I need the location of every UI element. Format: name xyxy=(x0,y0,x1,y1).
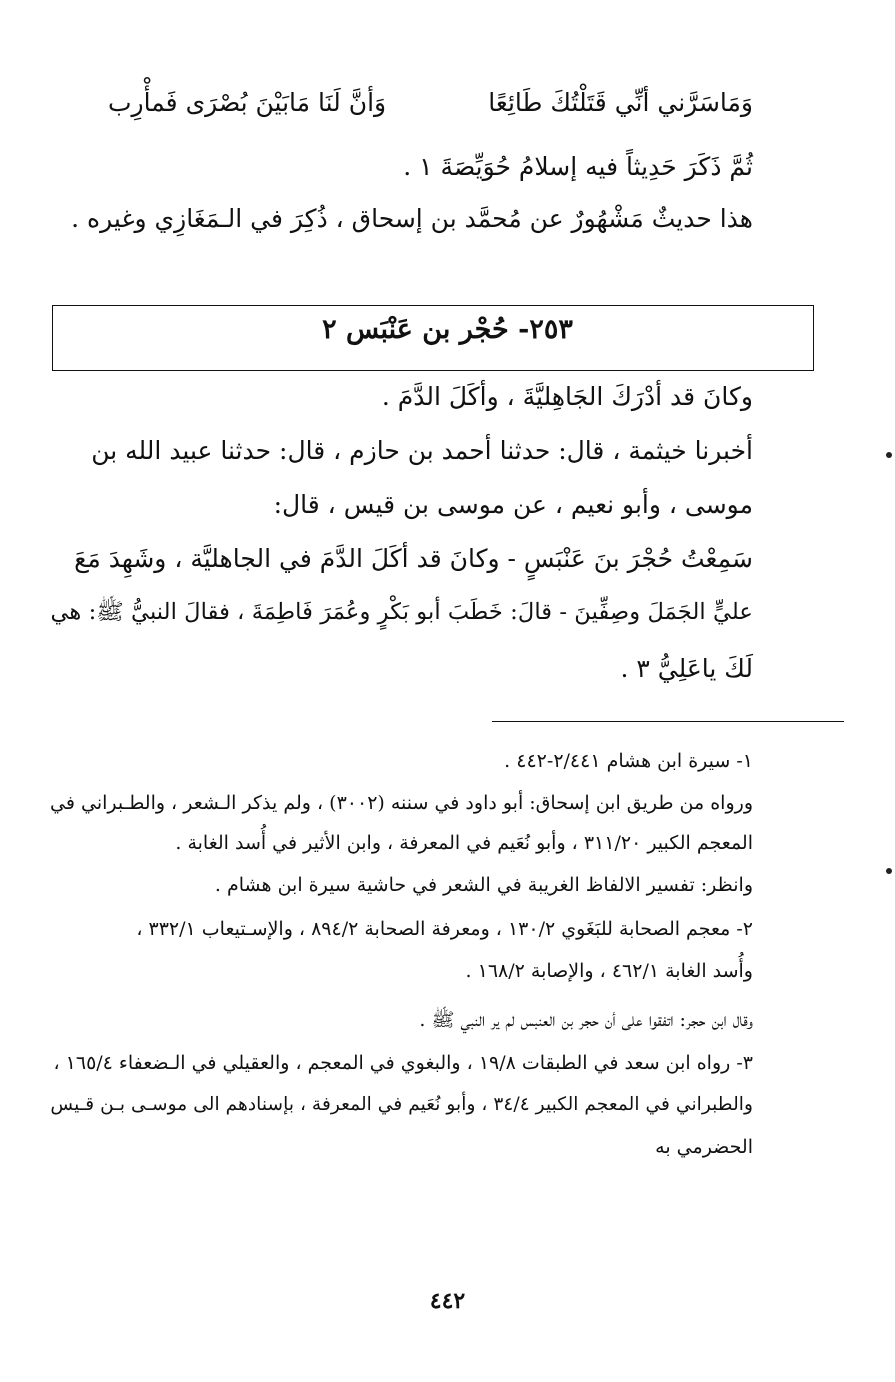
body-line: ثُمَّ ذَكَرَ حَدِيثاً فيه إسلامُ حُوَيِّصَةَ ١ . xyxy=(403,152,753,181)
footnote-line: وأُسد الغابة ٤٦٢/١ ، والإصابة ١٦٨/٢ . xyxy=(465,960,753,982)
body-line: سَمِعْتُ حُجْرَ بنَ عَنْبَسٍ - وكانَ قد أكَلَ الدَّمَ في الجاهليَّة ، وشَهِدَ مَعَ xyxy=(74,544,753,573)
verse-left-hemistich: وَأنَّ لَنَا مَابَيْنَ بُصْرَى فَمأْرِب xyxy=(108,88,387,117)
body-line: لَكَ ياعَلِيُّ ٣ . xyxy=(620,654,753,683)
scan-speck xyxy=(886,452,892,458)
footnote-line: وقال ابن حجر: اتفقوا على أن حجر بن العنبس لم ير النبي ﷺ . xyxy=(419,1009,753,1031)
footnote-line: وانظر: تفسير الالفاظ الغريبة في الشعر في حاشية سيرة ابن هشام . xyxy=(214,874,753,896)
page-number: ٤٤٢ xyxy=(429,1288,466,1314)
footnote-line: والطبراني في المعجم الكبير ٣٤/٤ ، وأبو نُعَيم في المعرفة ، بإسنادهم الى موسـى بـن قـيس xyxy=(50,1094,753,1115)
verse-right-hemistich: وَمَاسَرَّني أنِّي قَتَلْتُكَ طَائِعًا xyxy=(488,88,753,117)
footnote-line: ورواه من طريق ابن إسحاق: أبو داود في سننه (٣٠٠٢) ، ولم يذكر الـشعر ، والطـبراني في xyxy=(50,792,753,814)
body-line: هذا حديثٌ مَشْهُورٌ عن مُحمَّد بن إسحاق ، ذُكِرَ في الـمَغَازِي وغيره . xyxy=(71,204,753,233)
footnote-line: ٣- رواه ابن سعد في الطبقات ١٩/٨ ، والبغوي في المعجم ، والعقيلي في الـضعفاء ١٦٥/٤ ، xyxy=(53,1052,753,1074)
footnote-line: المعجم الكبير ٣١١/٢٠ ، وأبو نُعَيم في المعرفة ، وابن الأثير في أُسد الغابة . xyxy=(175,832,753,854)
footnote-line: ٢- معجم الصحابة للبَغَوي ١٣٠/٢ ، ومعرفة الصحابة ٨٩٤/٢ ، والإسـتيعاب ٣٣٢/١ ، xyxy=(136,918,753,940)
body-line: أخبرنا خيثمة ، قال: حدثنا أحمد بن حازم ، قال: حدثنا عبيد الله بن xyxy=(91,436,753,465)
body-line: موسى ، وأبو نعيم ، عن موسى بن قيس ، قال: xyxy=(273,490,753,519)
body-line: عليٍّ الجَمَلَ وصِفِّينَ - قالَ: خَطَبَ أبو بَكْرٍ وعُمَرَ فَاطِمَةَ ، فقالَ النبيُّ ﷺ: هي xyxy=(50,599,753,625)
footnote-line: الحضرمي به xyxy=(655,1136,753,1158)
footnote-line: ١- سيرة ابن هشام ٢/٤٤١-٤٤٢ . xyxy=(504,750,753,772)
body-line: وكانَ قد أدْرَكَ الجَاهِليَّةَ ، وأكَلَ الدَّمَ . xyxy=(381,382,753,411)
scan-speck xyxy=(886,868,892,874)
entry-title: ٢٥٣- حُجْر بن عَنْبَس ٢ xyxy=(322,314,573,345)
footnote-separator xyxy=(492,721,844,722)
